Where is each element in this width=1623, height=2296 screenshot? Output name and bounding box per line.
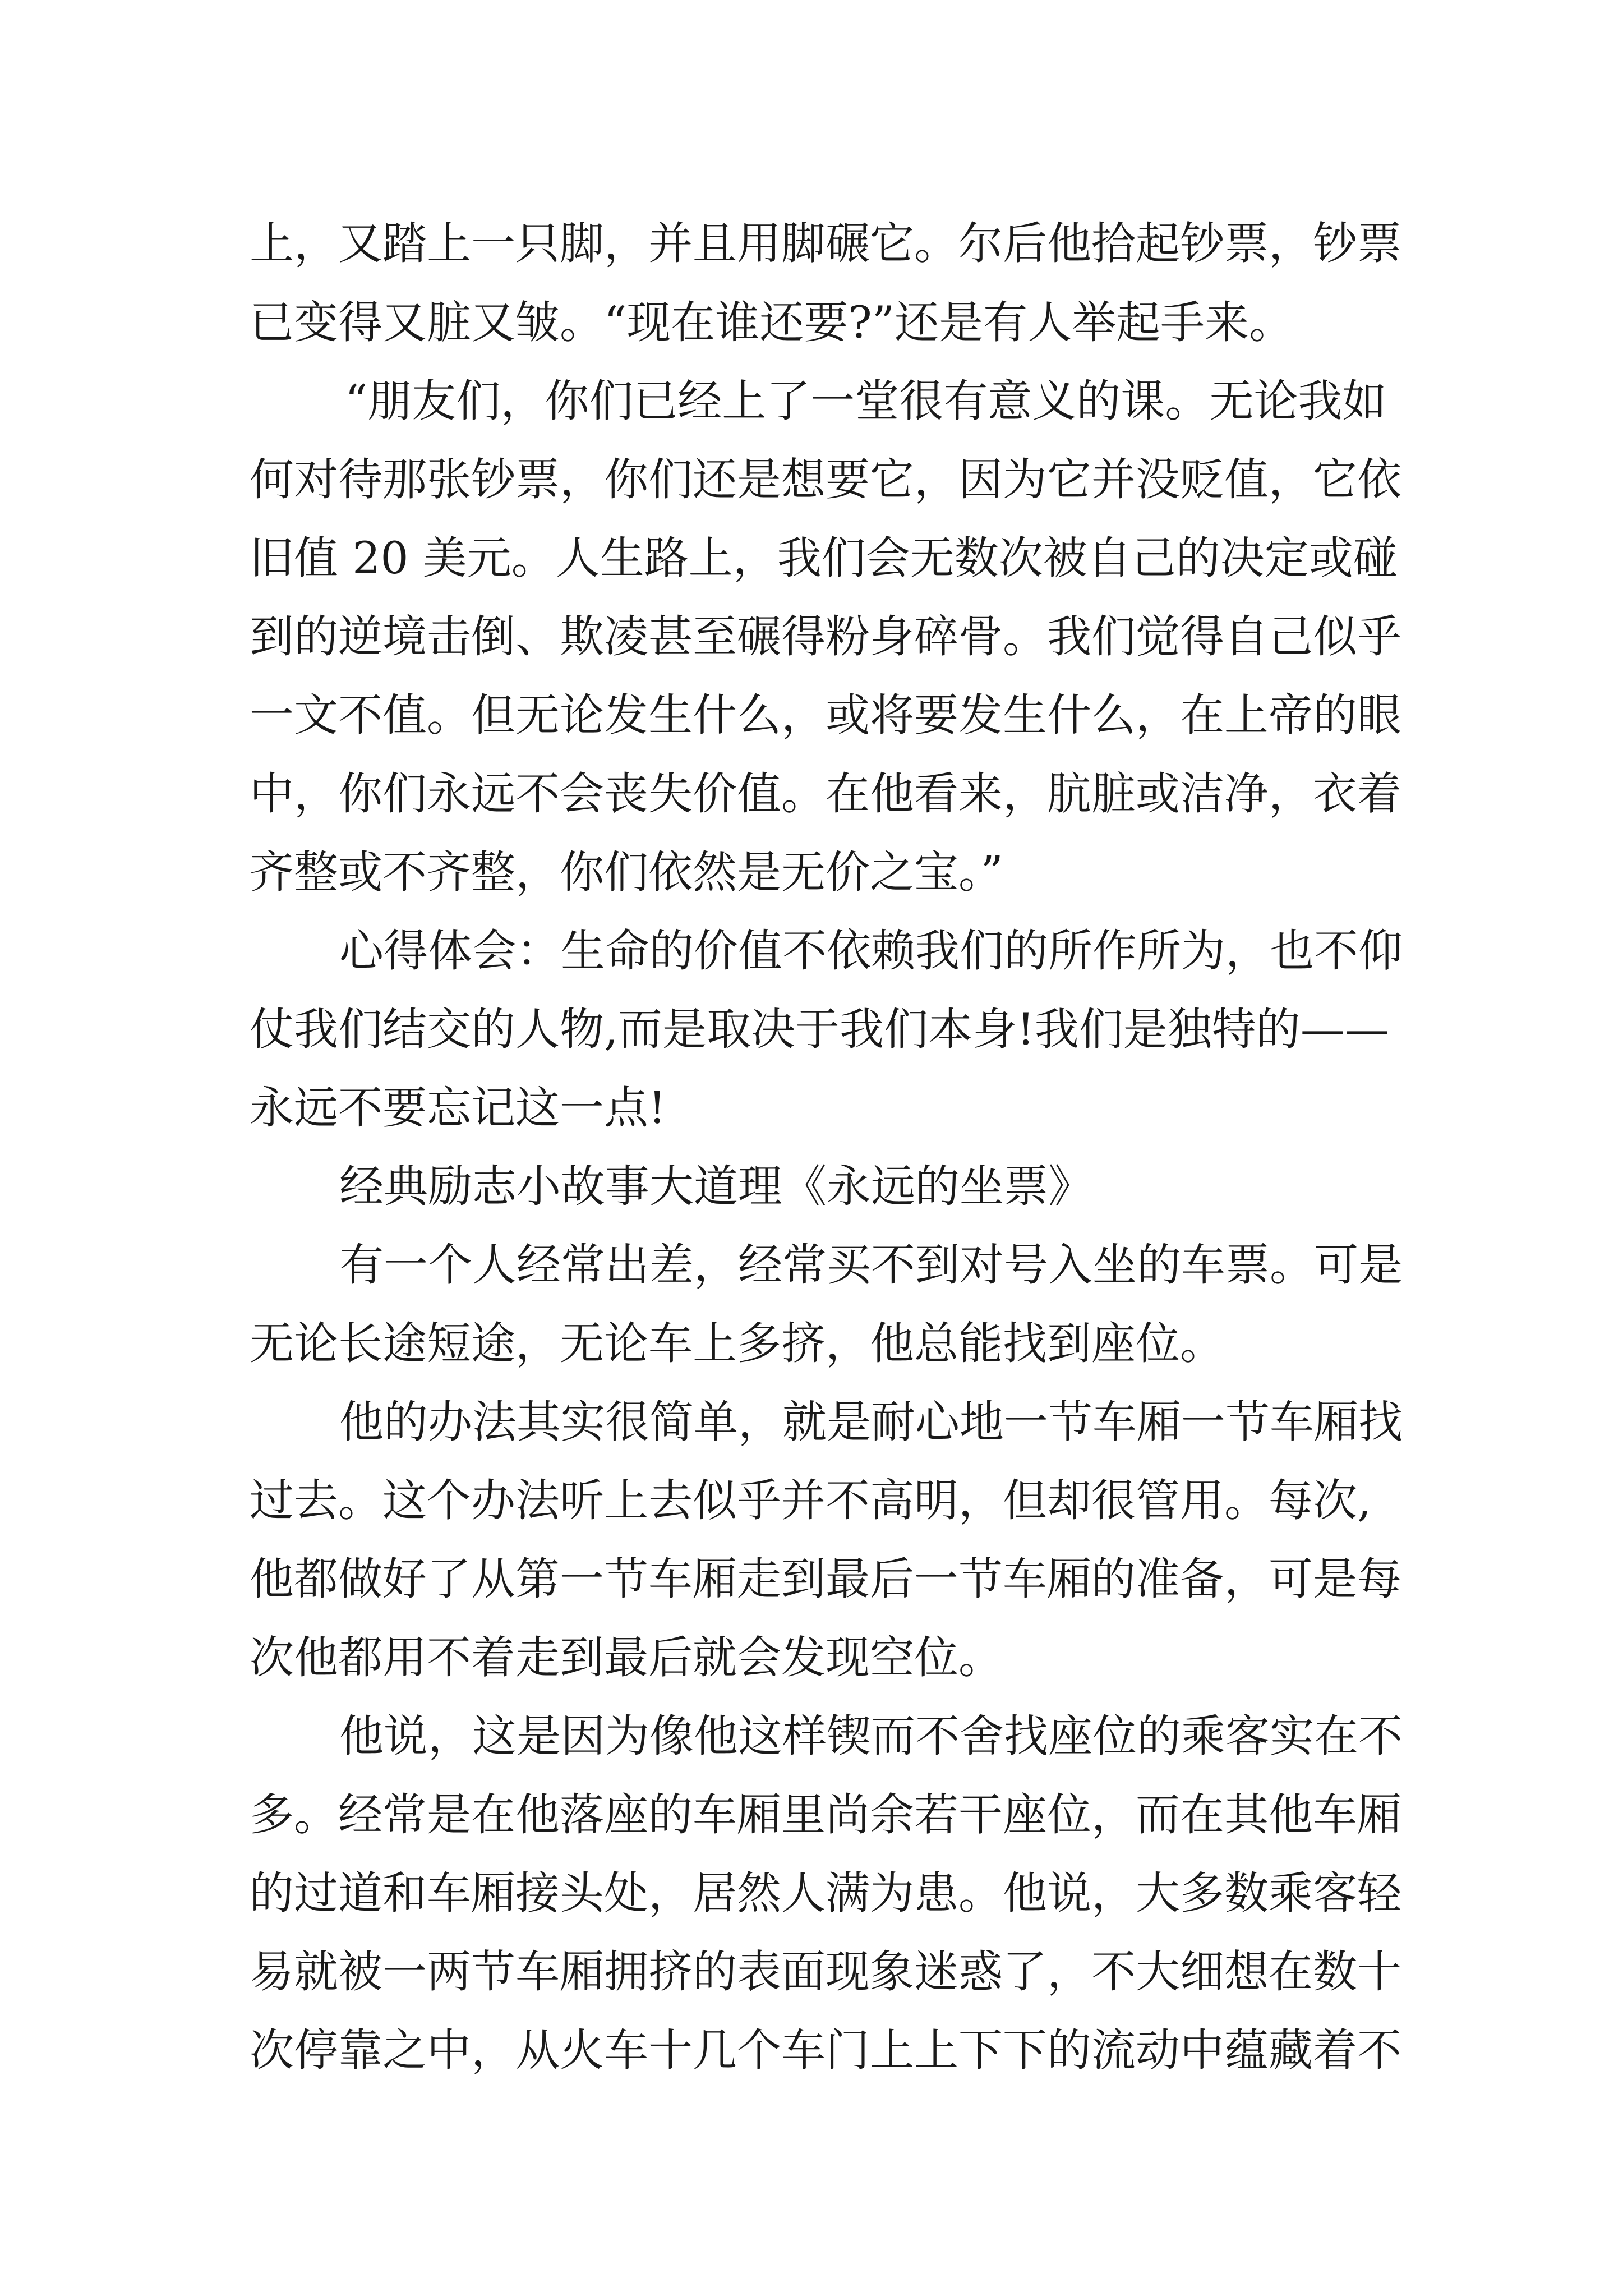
text-line: 过去。这个办法听上去似乎并不高明，但却很管用。每次, (250, 1475, 1372, 1526)
text-line: 易就被一两节车厢拥挤的表面现象迷惑了，不大细想在数十 (250, 1946, 1401, 1998)
text-line: 心得体会：生命的价值不依赖我们的所作所为，也不仰 (339, 925, 1403, 977)
text-line: 多。经常是在他落座的车厢里尚余若干座位，而在其他车厢 (250, 1789, 1401, 1841)
text-line: 他说，这是因为像他这样锲而不舍找座位的乘客实在不 (339, 1710, 1403, 1762)
text-line: “朋友们，你们已经上了一堂很有意义的课。无论我如 (345, 375, 1387, 427)
text-line: 他的办法其实很简单，就是耐心地一节车厢一节车厢找 (339, 1396, 1403, 1448)
section-heading: 经典励志小故事大道理《永远的坐票》 (339, 1161, 1092, 1212)
text-line: 无论长途短途，无论车上多挤，他总能找到座位。 (250, 1318, 1224, 1369)
text-line: 永远不要忘记这一点! (250, 1082, 666, 1134)
text-line: 仗我们结交的人物,而是取决于我们本身!我们是独特的—— (250, 1004, 1389, 1055)
text-line: 何对待那张钞票，你们还是想要它，因为它并没贬值，它依 (250, 454, 1401, 505)
text-line: 有一个人经常出差，经常买不到对号入坐的车票。可是 (339, 1239, 1403, 1291)
text-line: 上，又踏上一只脚，并且用脚碾它。尔后他拾起钞票，钞票 (250, 218, 1401, 269)
text-line: 次他都用不着走到最后就会发现空位。 (250, 1632, 1003, 1683)
text-line: 中，你们永远不会丧失价值。在他看来，肮脏或洁净，衣着 (250, 768, 1401, 820)
text-line: 已变得又脏又皱。“现在谁还要?”还是有人举起手来。 (250, 297, 1294, 348)
text-line: 旧值 20 美元。人生路上，我们会无数次被自己的决定或碰 (250, 532, 1398, 584)
text-line: 到的逆境击倒、欺凌甚至碾得粉身碎骨。我们觉得自己似乎 (250, 611, 1401, 662)
text-line: 一文不值。但无论发生什么，或将要发生什么，在上帝的眼 (250, 689, 1401, 741)
text-line: 次停靠之中，从火车十几个车门上上下下的流动中蕴藏着不 (250, 2024, 1401, 2076)
text-line: 齐整或不齐整，你们依然是无价之宝。” (250, 846, 1003, 898)
text-line: 他都做好了从第一节车厢走到最后一节车厢的准备，可是每 (250, 1553, 1401, 1605)
text-line: 的过道和车厢接头处，居然人满为患。他说，大多数乘客轻 (250, 1867, 1401, 1919)
